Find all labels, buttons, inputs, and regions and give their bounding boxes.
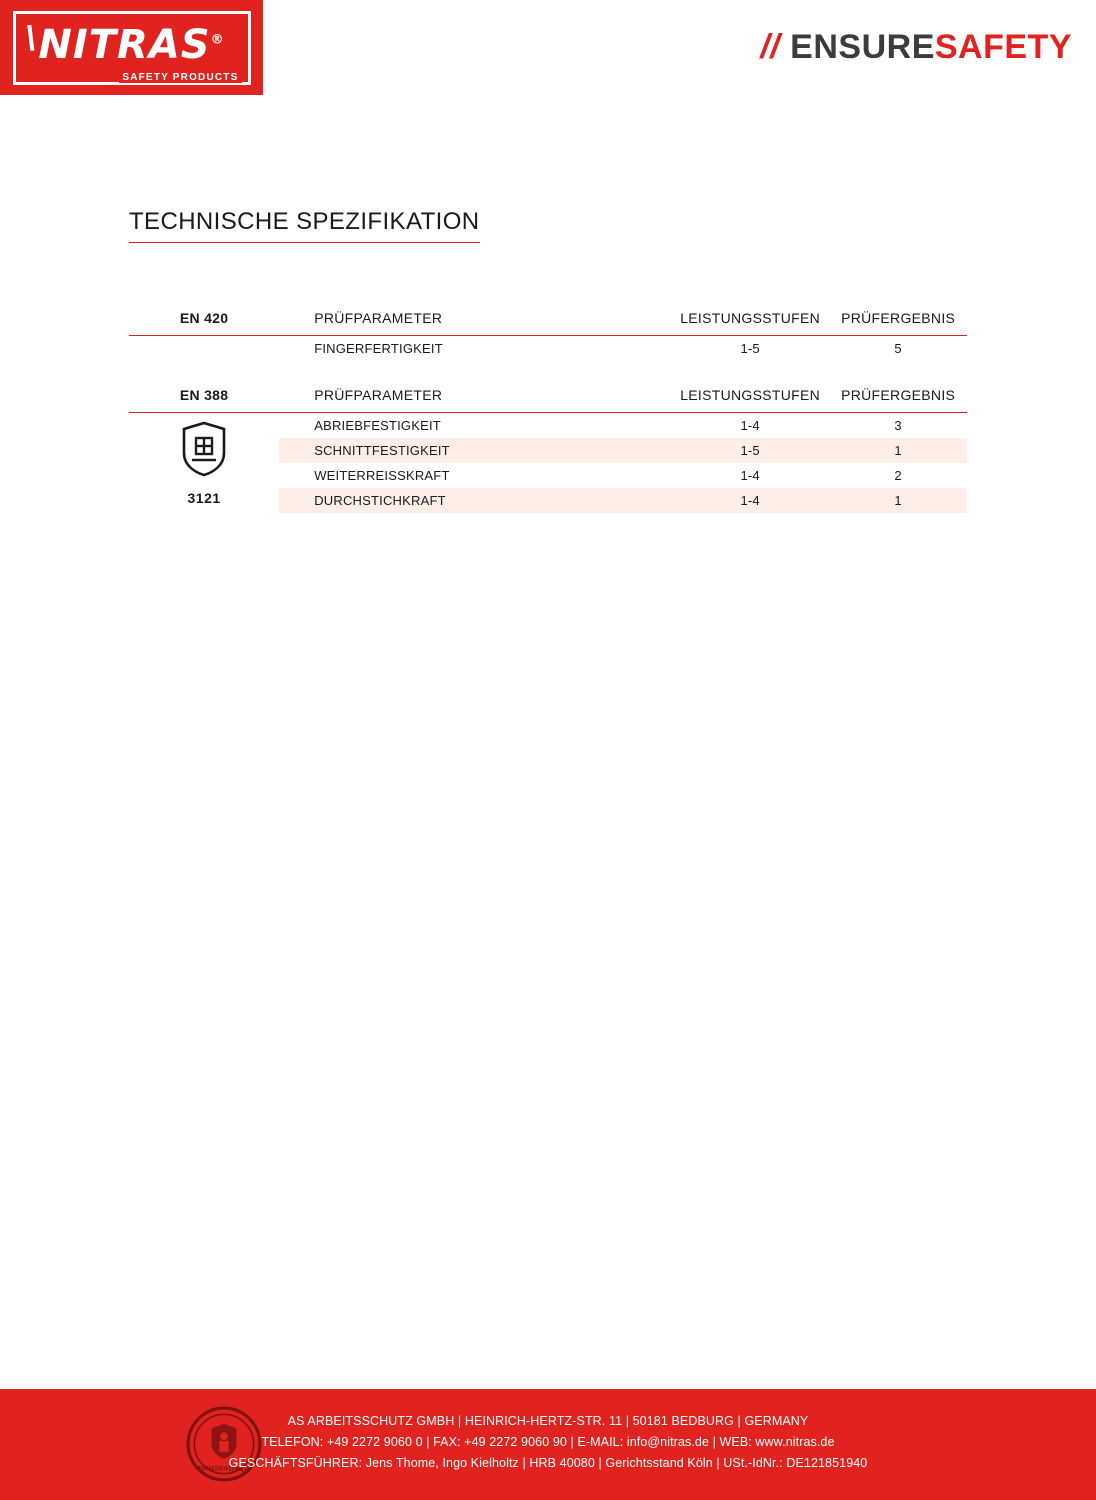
footer-contact-info bbox=[0, 1411, 1096, 1474]
logo-registered-mark: ® bbox=[210, 32, 225, 48]
column-header-levels: LEISTUNGSSTUFEN bbox=[671, 387, 829, 413]
pictogram-code: 3121 bbox=[187, 489, 221, 506]
column-header-levels: LEISTUNGSSTUFEN bbox=[671, 310, 829, 336]
row-result: 3 bbox=[894, 418, 902, 433]
row-result: 5 bbox=[894, 341, 902, 356]
empty-cell bbox=[129, 336, 279, 362]
row-parameter: ABRIEBFESTIGKEIT bbox=[314, 418, 441, 433]
claim-safety: SAFETY bbox=[934, 28, 1072, 66]
page-footer bbox=[0, 1389, 1096, 1500]
row-result: 1 bbox=[829, 438, 967, 463]
technical-specification-table bbox=[129, 310, 967, 513]
table-row bbox=[129, 336, 967, 362]
page-title: TECHNISCHE SPEZIFIKATION bbox=[129, 208, 480, 243]
table-header-row-en420 bbox=[129, 310, 967, 336]
standard-label-en420: EN 420 bbox=[129, 310, 279, 336]
claim-ensure: ENSURE bbox=[790, 28, 935, 66]
row-levels: 1-4 bbox=[740, 418, 760, 433]
nitras-logo bbox=[0, 0, 263, 95]
row-parameter: SCHNITTFESTIGKEIT bbox=[279, 438, 671, 463]
column-header-result: PRÜFERGEBNIS bbox=[829, 310, 967, 336]
footer-line-contact: TELEFON: +49 2272 9060 0 | FAX: +49 2272 9060 90 | E-MAIL: info@nitras.de | WEB: www.nitras.de bbox=[261, 1435, 835, 1449]
claim-slashes: // bbox=[760, 28, 791, 66]
logo-slash-icon: \ bbox=[25, 19, 35, 58]
column-header-result: PRÜFERGEBNIS bbox=[829, 387, 967, 413]
row-levels: 1-4 bbox=[671, 488, 829, 513]
column-header-parameter: PRÜFPARAMETER bbox=[279, 310, 671, 336]
row-parameter: DURCHSTICHKRAFT bbox=[279, 488, 671, 513]
logo-wordmark: NITRAS® bbox=[38, 21, 225, 68]
table-header-row-en388 bbox=[129, 387, 967, 413]
footer-line-legal: GESCHÄFTSFÜHRER: Jens Thome, Ingo Kielholtz | HRB 40080 | Gerichtsstand Köln | USt.-IdNr.: DE121851940 bbox=[228, 1456, 868, 1470]
row-parameter: WEITERREISSKRAFT bbox=[314, 468, 450, 483]
column-header-parameter: PRÜFPARAMETER bbox=[279, 387, 671, 413]
seal-text: arbeitsschutz bbox=[196, 1463, 252, 1474]
standard-label-en388: EN 388 bbox=[129, 387, 279, 413]
mechanical-hazard-icon bbox=[129, 413, 279, 514]
page-header bbox=[0, 0, 1096, 100]
row-levels: 1-4 bbox=[740, 468, 760, 483]
row-levels: 1-5 bbox=[740, 341, 760, 356]
table-row bbox=[129, 413, 967, 439]
logo-subtitle: SAFETY PRODUCTS bbox=[119, 72, 241, 83]
brand-claim bbox=[760, 28, 1072, 67]
row-levels: 1-5 bbox=[671, 438, 829, 463]
table-spacer bbox=[129, 361, 967, 387]
row-parameter: FINGERFERTIGKEIT bbox=[314, 341, 443, 356]
row-result: 1 bbox=[829, 488, 967, 513]
logo-frame bbox=[13, 11, 251, 85]
footer-line-address: AS ARBEITSSCHUTZ GMBH | HEINRICH-HERTZ-STR. 11 | 50181 BEDBURG | GERMANY bbox=[287, 1414, 809, 1428]
row-result: 2 bbox=[894, 468, 902, 483]
